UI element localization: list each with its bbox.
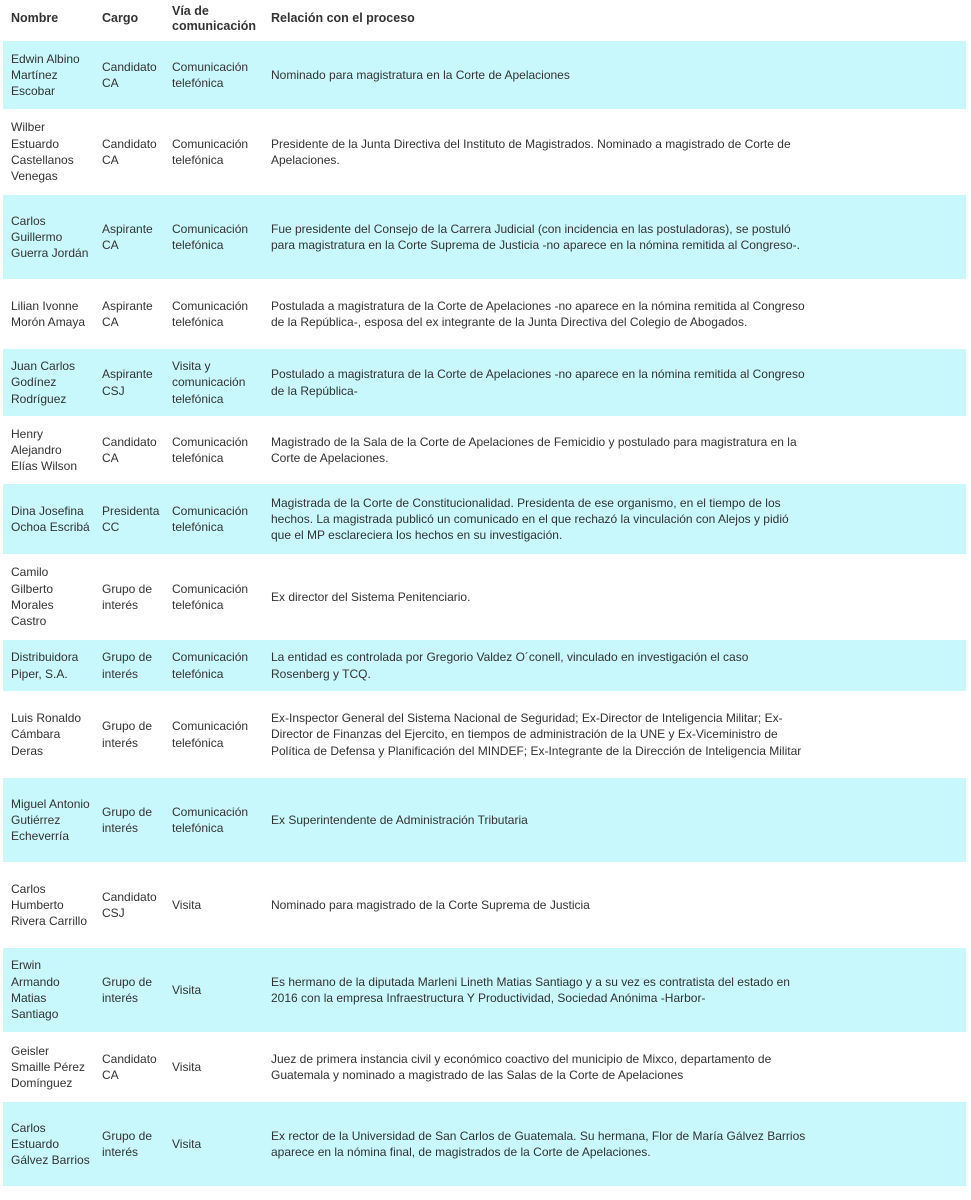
cell-cargo: Grupo de interés xyxy=(94,554,164,640)
table-row xyxy=(3,195,966,279)
cell-via: Visita xyxy=(164,1032,265,1102)
table-row xyxy=(3,41,966,109)
cell-cargo: Grupo de interés xyxy=(94,778,164,862)
header-row xyxy=(3,0,966,41)
table-row xyxy=(3,279,966,349)
cell-cargo: Candidato CA xyxy=(94,1032,164,1102)
table-row xyxy=(3,862,966,948)
cell-relacion: La entidad es controlada por Gregorio Valdez O´conell, vinculado en investigación el caso Rosenberg y TCQ. xyxy=(265,640,966,691)
cell-nombre: Wilber Estuardo Castellanos Venegas xyxy=(3,109,94,195)
cell-via: Comunicación telefónica xyxy=(164,484,265,554)
cell-nombre: Henry Alejandro Elías Wilson xyxy=(3,416,94,484)
cell-relacion: Ex-Inspector General del Sistema Nacional de Seguridad; Ex-Director de Inteligencia Militar; Ex-Director de Finanzas del Ejercito, en tiempos de administración de la UNE y Ex-Viceministro de Política de Defensa y Planificación del MINDEF; Ex-Integrante de la Dirección de Inteligencia Militar xyxy=(265,691,966,778)
cell-via: Visita xyxy=(164,1102,265,1186)
cell-via: Comunicación telefónica xyxy=(164,195,265,279)
contacts-table xyxy=(3,0,966,1186)
cell-nombre: Geisler Smaille Pérez Domínguez xyxy=(3,1032,94,1102)
table-row xyxy=(3,948,966,1032)
cell-nombre: Luis Ronaldo Cámbara Deras xyxy=(3,691,94,778)
table-row xyxy=(3,416,966,484)
header-nombre: Nombre xyxy=(11,11,59,25)
cell-relacion: Nominado para magistratura en la Corte de Apelaciones xyxy=(265,41,966,109)
cell-nombre: Carlos Estuardo Gálvez Barrios xyxy=(3,1102,94,1186)
table-row xyxy=(3,778,966,862)
header-via: Vía de comunicación xyxy=(172,3,257,33)
cell-cargo: Candidato CSJ xyxy=(94,862,164,948)
cell-relacion: Es hermano de la diputada Marleni Lineth Matias Santiago y a su vez es contratista del estado en 2016 con la empresa Infraestructura Y Productividad, Sociedad Anónima -Harbor- xyxy=(265,948,966,1032)
cell-via: Comunicación telefónica xyxy=(164,640,265,691)
cell-via: Comunicación telefónica xyxy=(164,279,265,349)
cell-relacion: Nominado para magistrado de la Corte Suprema de Justicia xyxy=(265,862,966,948)
cell-relacion: Presidente de la Junta Directiva del Instituto de Magistrados. Nominado a magistrado de Corte de Apelaciones. xyxy=(265,109,966,195)
cell-nombre: Erwin Armando Matias Santiago xyxy=(3,948,94,1032)
cell-via: Comunicación telefónica xyxy=(164,778,265,862)
cell-nombre: Lilian Ivonne Morón Amaya xyxy=(3,279,94,349)
cell-nombre: Distribuidora Piper, S.A. xyxy=(3,640,94,691)
cell-cargo: Presidenta CC xyxy=(94,484,164,554)
cell-nombre: Dina Josefina Ochoa Escribá xyxy=(3,484,94,554)
cell-relacion: Ex director del Sistema Penitenciario. xyxy=(265,554,966,640)
cell-cargo: Grupo de interés xyxy=(94,691,164,778)
cell-via: Visita xyxy=(164,948,265,1032)
cell-cargo: Aspirante CA xyxy=(94,279,164,349)
table-row xyxy=(3,349,966,416)
table-row xyxy=(3,1032,966,1102)
cell-cargo: Grupo de interés xyxy=(94,948,164,1032)
cell-relacion: Fue presidente del Consejo de la Carrera Judicial (con incidencia en las postuladoras), se postuló para magistratura en la Corte Suprema de Justicia -no aparece en la nómina remitida al Congreso-. xyxy=(265,195,966,279)
cell-via: Comunicación telefónica xyxy=(164,109,265,195)
cell-via: Comunicación telefónica xyxy=(164,554,265,640)
table-row xyxy=(3,1102,966,1186)
cell-nombre: Edwin Albino Martínez Escobar xyxy=(3,41,94,109)
cell-relacion: Ex rector de la Universidad de San Carlos de Guatemala. Su hermana, Flor de María Gálvez Barrios aparece en la nómina final, de magistrados de la Corte de Apelaciones. xyxy=(265,1102,966,1186)
table-row xyxy=(3,109,966,195)
cell-cargo: Grupo de interés xyxy=(94,1102,164,1186)
cell-via: Comunicación telefónica xyxy=(164,416,265,484)
cell-relacion: Postulado a magistratura de la Corte de Apelaciones -no aparece en la nómina remitida al Congreso de la República- xyxy=(265,349,966,416)
table-row xyxy=(3,484,966,554)
cell-nombre: Juan Carlos Godínez Rodríguez xyxy=(3,349,94,416)
table-header xyxy=(3,0,966,41)
cell-cargo: Aspirante CA xyxy=(94,195,164,279)
table-row xyxy=(3,554,966,640)
cell-via: Visita y comunicación telefónica xyxy=(164,349,265,416)
header-cargo: Cargo xyxy=(102,11,139,25)
cell-cargo: Candidato CA xyxy=(94,41,164,109)
cell-via: Comunicación telefónica xyxy=(164,41,265,109)
header-relacion: Relación con el proceso xyxy=(271,11,415,25)
cell-via: Comunicación telefónica xyxy=(164,691,265,778)
cell-relacion: Juez de primera instancia civil y económico coactivo del municipio de Mixco, departamento de Guatemala y nominado a magistrado de las Salas de la Corte de Apelaciones xyxy=(265,1032,966,1102)
cell-via: Visita xyxy=(164,862,265,948)
cell-relacion: Ex Superintendente de Administración Tributaria xyxy=(265,778,966,862)
cell-nombre: Camilo Gilberto Morales Castro xyxy=(3,554,94,640)
cell-relacion: Magistrado de la Sala de la Corte de Apelaciones de Femicidio y postulado para magistratura en la Corte de Apelaciones. xyxy=(265,416,966,484)
cell-relacion: Magistrada de la Corte de Constitucionalidad. Presidenta de ese organismo, en el tiempo de los hechos. La magistrada publicó un comunicado en el que rechazó la vinculación con Alejos y pidió que el MP esclareciera los hechos en su investigación. xyxy=(265,484,966,554)
table-row xyxy=(3,691,966,778)
cell-cargo: Aspirante CSJ xyxy=(94,349,164,416)
contacts-table-container xyxy=(3,0,966,1186)
cell-relacion: Postulada a magistratura de la Corte de Apelaciones -no aparece en la nómina remitida al Congreso de la República-, esposa del ex integrante de la Junta Directiva del Colegio de Abogados. xyxy=(265,279,966,349)
cell-cargo: Candidato CA xyxy=(94,416,164,484)
cell-nombre: Carlos Guillermo Guerra Jordán xyxy=(3,195,94,279)
cell-cargo: Grupo de interés xyxy=(94,640,164,691)
table-body xyxy=(3,41,966,1186)
cell-nombre: Carlos Humberto Rivera Carrillo xyxy=(3,862,94,948)
cell-nombre: Miguel Antonio Gutiérrez Echeverría xyxy=(3,778,94,862)
cell-cargo: Candidato CA xyxy=(94,109,164,195)
table-row xyxy=(3,640,966,691)
